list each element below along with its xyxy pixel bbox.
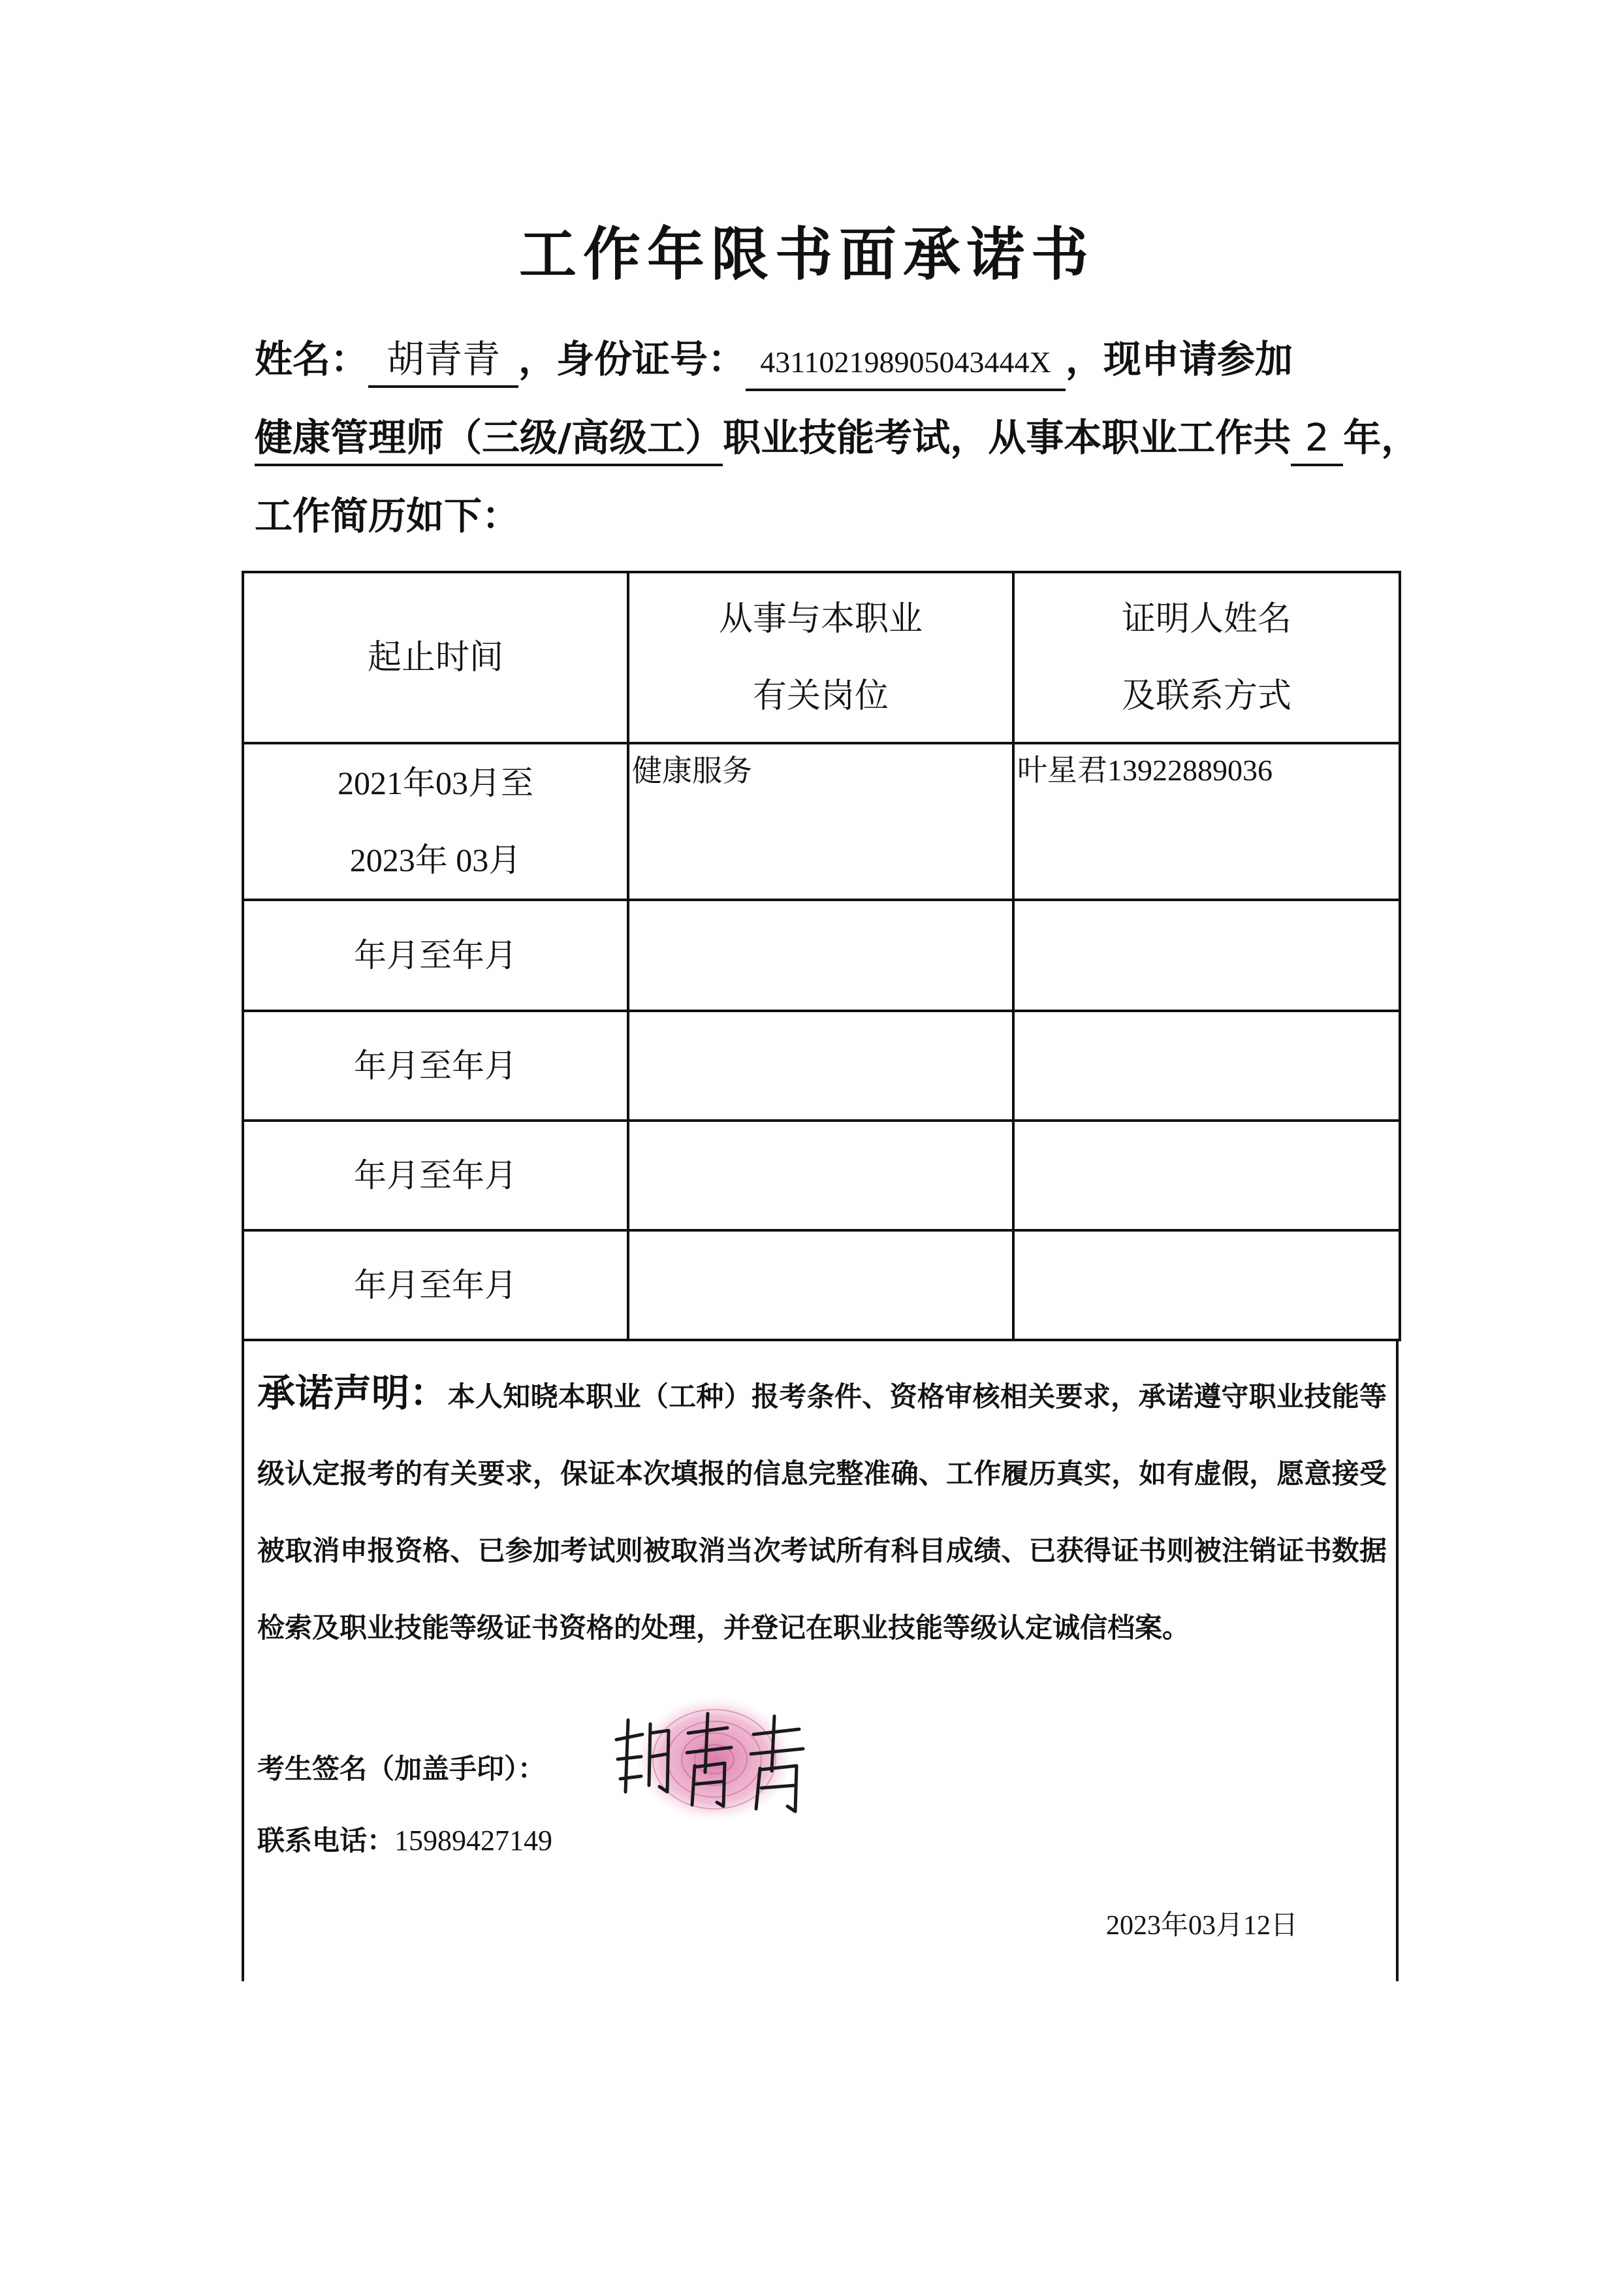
handwritten-signature xyxy=(603,1694,838,1825)
reference-cell xyxy=(1013,900,1400,1011)
table-row xyxy=(243,900,1400,1011)
header-reference-line1: 证明人姓名 xyxy=(1121,599,1291,639)
occupation-after: 职业技能考试，从事本职业工作共 xyxy=(723,415,1291,460)
name-label: 姓名： xyxy=(255,337,369,381)
reference-cell xyxy=(1013,1121,1400,1230)
period-cell: 年月至年月 xyxy=(243,1011,628,1121)
signature-label: 考生签名（加盖手印）： xyxy=(257,1753,546,1785)
period-cell: 年月至年月 xyxy=(243,1230,628,1340)
intro-line-2 xyxy=(255,411,1419,466)
reference-cell xyxy=(1013,1230,1400,1340)
period-end: 2023年 03月 xyxy=(349,842,522,878)
header-reference xyxy=(1013,572,1400,743)
id-after: ，现申请参加 xyxy=(1066,337,1293,381)
intro-line-1 xyxy=(255,333,1293,391)
work-history-table xyxy=(242,571,1401,1341)
position-cell xyxy=(628,1121,1013,1230)
promise-body: 本人知晓本职业（工种）报考条件、资格审核相关要求，承诺遵守职业技能等级认定报考的有关要求，保证本次填报的信息完整准确、工作履历真实，如有虚假，愿意接受被取消申报资格、已参加考试则被取消当次考试所有科目成绩、已获得证书则被注销证书数据检索及职业技能等级证书资格的处理，并登记在职业技能等级认定诚信档案。 xyxy=(257,1380,1387,1644)
phone-label: 联系电话： xyxy=(257,1825,395,1857)
position-cell xyxy=(628,1230,1013,1340)
history-intro: 工作简历如下： xyxy=(255,494,520,538)
name-value: 胡青青 xyxy=(368,333,518,388)
period-cell: 年月至年月 xyxy=(243,1121,628,1230)
id-label: ，身份证号： xyxy=(518,337,746,381)
period-cell: 年月至年月 xyxy=(243,900,628,1011)
header-position-line1: 从事与本职业 xyxy=(718,599,923,639)
years-value: 2 xyxy=(1291,411,1343,466)
position-cell xyxy=(628,1011,1013,1121)
id-value: 431102198905043444X xyxy=(746,336,1066,391)
fingerprint-mark xyxy=(636,1697,793,1821)
period-start: 2021年03月至 xyxy=(338,765,533,801)
table-row xyxy=(243,743,1400,900)
phone-value: 15989427149 xyxy=(394,1825,553,1857)
promise-section xyxy=(242,1341,1399,1981)
reference-cell: 叶星君13922889036 xyxy=(1013,743,1400,900)
header-position xyxy=(628,572,1013,743)
contact-phone xyxy=(257,1811,552,1870)
position-cell: 健康服务 xyxy=(628,743,1013,900)
table-row xyxy=(243,1230,1400,1340)
document-title: 工作年限书面承诺书 xyxy=(518,221,1095,288)
period-cell xyxy=(243,743,628,900)
promise-statement xyxy=(257,1354,1387,1666)
signing-date: 2023年03月12日 xyxy=(1105,1911,1298,1941)
promise-heading: 承诺声明： xyxy=(257,1371,448,1415)
header-period: 起止时间 xyxy=(243,572,628,743)
years-after: 年， xyxy=(1343,415,1419,460)
header-position-line2: 有关岗位 xyxy=(752,677,889,716)
header-reference-line2: 及联系方式 xyxy=(1121,677,1291,716)
table-row xyxy=(243,1121,1400,1230)
occupation-value: 健康管理师（三级/高级工） xyxy=(255,411,723,466)
table-header-row xyxy=(243,572,1400,743)
position-cell xyxy=(628,900,1013,1011)
reference-cell xyxy=(1013,1011,1400,1121)
table-row xyxy=(243,1011,1400,1121)
